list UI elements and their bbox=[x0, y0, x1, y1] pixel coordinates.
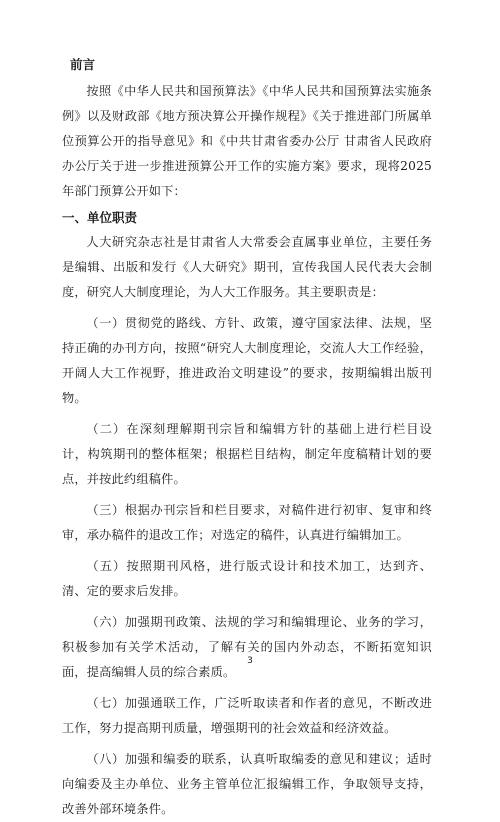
duty-item-2: （二）在深刻理解期刊宗旨和编辑方针的基础上进行栏目设计，构筑期刊的整体框架；根据栏目结构，制定年度稿精计划的要点，并按此约组稿件。 bbox=[62, 422, 432, 486]
preface-paragraph: 按照《中华人民共和国预算法》《中华人民共和国预算法实施条例》以及财政部《地方预决算公开操作规程》《关于推进部门所属单位预算公开的指导意见》和《中共甘肃省委办公厅 甘肃省人民政府办公厅关于进一步推进预算公开工作的实施方案》要求，现将2025年部门预算公开如下： bbox=[62, 84, 432, 198]
section-title: 一、单位职责 bbox=[62, 210, 138, 225]
page-number: 3 bbox=[247, 656, 253, 666]
duty-item-8: （八）加强和编委的联系，认真听取编委的意见和建议；适时向编委及主办单位、业务主管单位汇报编辑工作，争取领导支持，改善外部环境条件。 bbox=[62, 752, 432, 816]
preface-title: 前言 bbox=[70, 57, 96, 72]
duty-item-5: （五）按照期刊风格，进行版式设计和技术加工，达到齐、清、定的要求后发排。 bbox=[62, 559, 432, 598]
duty-item-7: （七）加强通联工作，广泛听取读者和作者的意见，不断改进工作，努力提高期刊质量，增强期刊的社会效益和经济效益。 bbox=[62, 696, 432, 735]
duty-item-3: （三）根据办刊宗旨和栏目要求，对稿件进行初审、复审和终审，承办稿件的退改工作；对选定的稿件，认真进行编辑加工。 bbox=[62, 503, 432, 542]
duty-item-6: （六）加强期刊政策、法规的学习和编辑理论、业务的学习，积极参加有关学术活动，了解有关的国内外动态，不断拓宽知识面，提高编辑人员的综合素质。 bbox=[62, 615, 432, 679]
duty-item-1: （一）贯彻党的路线、方针、政策，遵守国家法律、法规，坚持正确的办刊方向，按照“研究人大制度理论，交流人大工作经验，开阔人大工作视野，推进政治文明建设”的要求，按期编辑出版刊物。 bbox=[62, 316, 432, 405]
section-intro-paragraph: 人大研究杂志社是甘肃省人大常委会直属事业单位，主要任务是编辑、出版和发行《人大研究》期刊，宣传我国人民代表大会制度，研究人大制度理论，为人大工作服务。其主要职责是： bbox=[62, 235, 432, 299]
